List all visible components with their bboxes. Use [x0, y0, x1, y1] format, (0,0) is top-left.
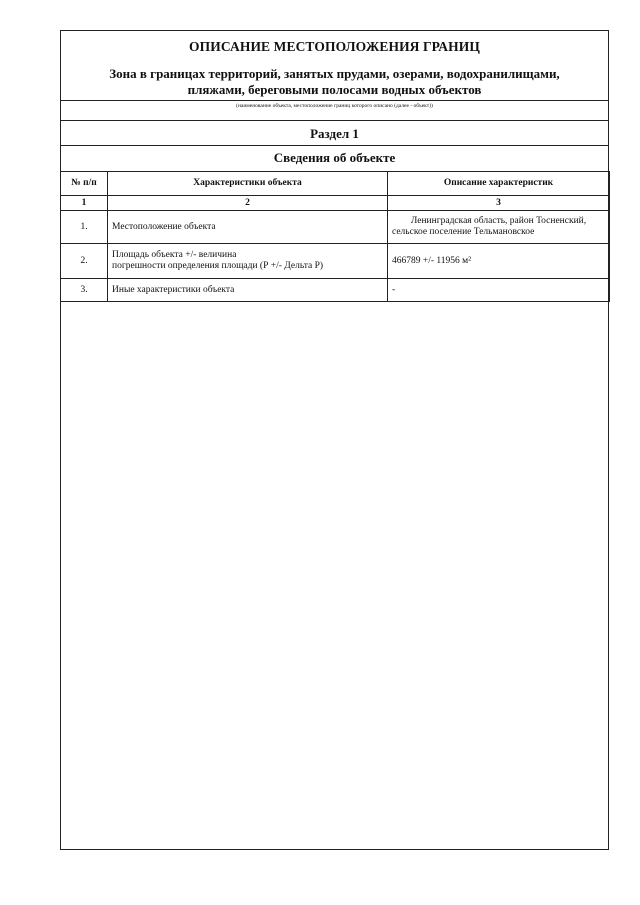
object-name-line-1: Зона в границах территорий, занятых прудами, озерами, водохранилищами,	[109, 66, 560, 81]
column-header-description: Описание характеристик	[388, 172, 610, 196]
column-number-row	[61, 196, 610, 211]
row-description	[388, 211, 610, 244]
document-frame	[60, 30, 609, 850]
column-header-characteristic: Характеристики объекта	[108, 172, 388, 196]
table-row	[61, 211, 610, 244]
column-number: 2	[108, 196, 388, 211]
row-characteristic: Местоположение объекта	[108, 211, 388, 244]
row-description-line-2: сельское поселение Тельмановское	[392, 227, 535, 237]
table-row	[61, 279, 610, 302]
row-characteristic-line-2: погрешности определения площади (Р +/- Дельта Р)	[112, 261, 324, 271]
row-index: 1.	[61, 211, 108, 244]
column-number: 3	[388, 196, 610, 211]
document-title: ОПИСАНИЕ МЕСТОПОЛОЖЕНИЯ ГРАНИЦ	[189, 39, 480, 54]
divider	[61, 145, 608, 146]
row-characteristic: Иные характеристики объекта	[108, 279, 388, 302]
divider	[61, 100, 608, 101]
divider	[61, 120, 608, 121]
object-name-note: (наименование объекта, местоположение границ которого описано (далее - объект))	[236, 103, 433, 109]
row-characteristic-line-1: Площадь объекта +/- величина	[112, 250, 237, 260]
section-title: Раздел 1	[310, 126, 359, 141]
column-header-number: № п/п	[61, 172, 108, 196]
column-number: 1	[61, 196, 108, 211]
row-index: 3.	[61, 279, 108, 302]
row-description: 466789 +/- 11956 м²	[388, 244, 610, 279]
table-header-row	[61, 172, 610, 196]
section-subtitle: Сведения об объекте	[273, 150, 396, 165]
row-description-line-1: Ленинградская область, район Тосненский,	[410, 216, 587, 226]
row-description: -	[388, 279, 610, 302]
table-row	[61, 244, 610, 279]
object-name-line-2: пляжами, береговыми полосами водных объектов	[187, 82, 482, 97]
row-index: 2.	[61, 244, 108, 279]
object-name	[65, 66, 604, 98]
object-info-table	[60, 171, 610, 302]
row-characteristic	[108, 244, 388, 279]
